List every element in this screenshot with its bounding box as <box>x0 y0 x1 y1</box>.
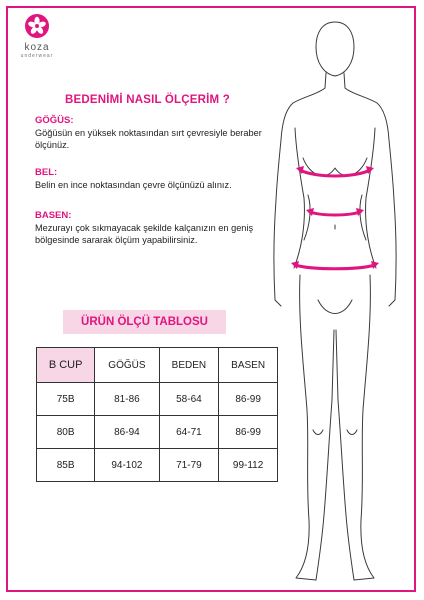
table-cell: 64-71 <box>159 416 219 449</box>
figure-waist <box>304 195 310 240</box>
table-cell: 85B <box>37 449 95 482</box>
waist-measure-line <box>310 212 360 215</box>
table-header: BEDEN <box>159 348 219 383</box>
section-text-chest: Göğüsün en yüksek noktasından sırt çevresiyle beraber ölçünüz. <box>35 128 262 150</box>
figure-torso-left <box>274 73 326 306</box>
size-table-title: ÜRÜN ÖLÇÜ TABLOSU <box>63 310 226 334</box>
table-cell: 80B <box>37 416 95 449</box>
section-title-waist: BEL: <box>35 167 58 178</box>
table-cell: 86-99 <box>219 383 278 416</box>
figure-arm-right <box>366 128 376 268</box>
table-cell: 81-86 <box>95 383 159 416</box>
arrow-icon <box>291 261 299 269</box>
figure-leg-right <box>336 275 374 580</box>
arrow-icon <box>371 261 379 269</box>
table-cell: 58-64 <box>159 383 219 416</box>
brand-tagline: underwear <box>20 53 54 59</box>
chest-measure-line <box>300 170 370 176</box>
table-header: B CUP <box>37 348 95 383</box>
table-cell: 86-94 <box>95 416 159 449</box>
section-title-chest: GÖĞÜS: <box>35 115 74 126</box>
table-cell: 71-79 <box>159 449 219 482</box>
figure-arm-left <box>294 128 304 268</box>
figure-head <box>316 22 354 76</box>
brand-name: koza <box>24 42 50 53</box>
figure-torso-right <box>344 73 396 306</box>
table-cell: 86-99 <box>219 416 278 449</box>
table-header: GÖĞÜS <box>95 348 159 383</box>
figure-leg-left <box>296 275 334 580</box>
table-cell: 75B <box>37 383 95 416</box>
hip-measure-line <box>295 265 375 269</box>
table-cell: 99-112 <box>219 449 278 482</box>
table-cell: 94-102 <box>95 449 159 482</box>
table-header: BASEN <box>219 348 278 383</box>
section-text-waist: Belin en ince noktasından çevre ölçünüzü alınız. <box>35 180 232 190</box>
section-text-hip: Mezurayı çok sıkmayacak şekilde kalçanızın en geniş bölgesinde sararak ölçüm yapabilirsiniz. <box>35 223 254 245</box>
page-title: BEDENİMİ NASIL ÖLÇERİM ? <box>65 94 230 106</box>
section-title-hip: BASEN: <box>35 210 72 221</box>
